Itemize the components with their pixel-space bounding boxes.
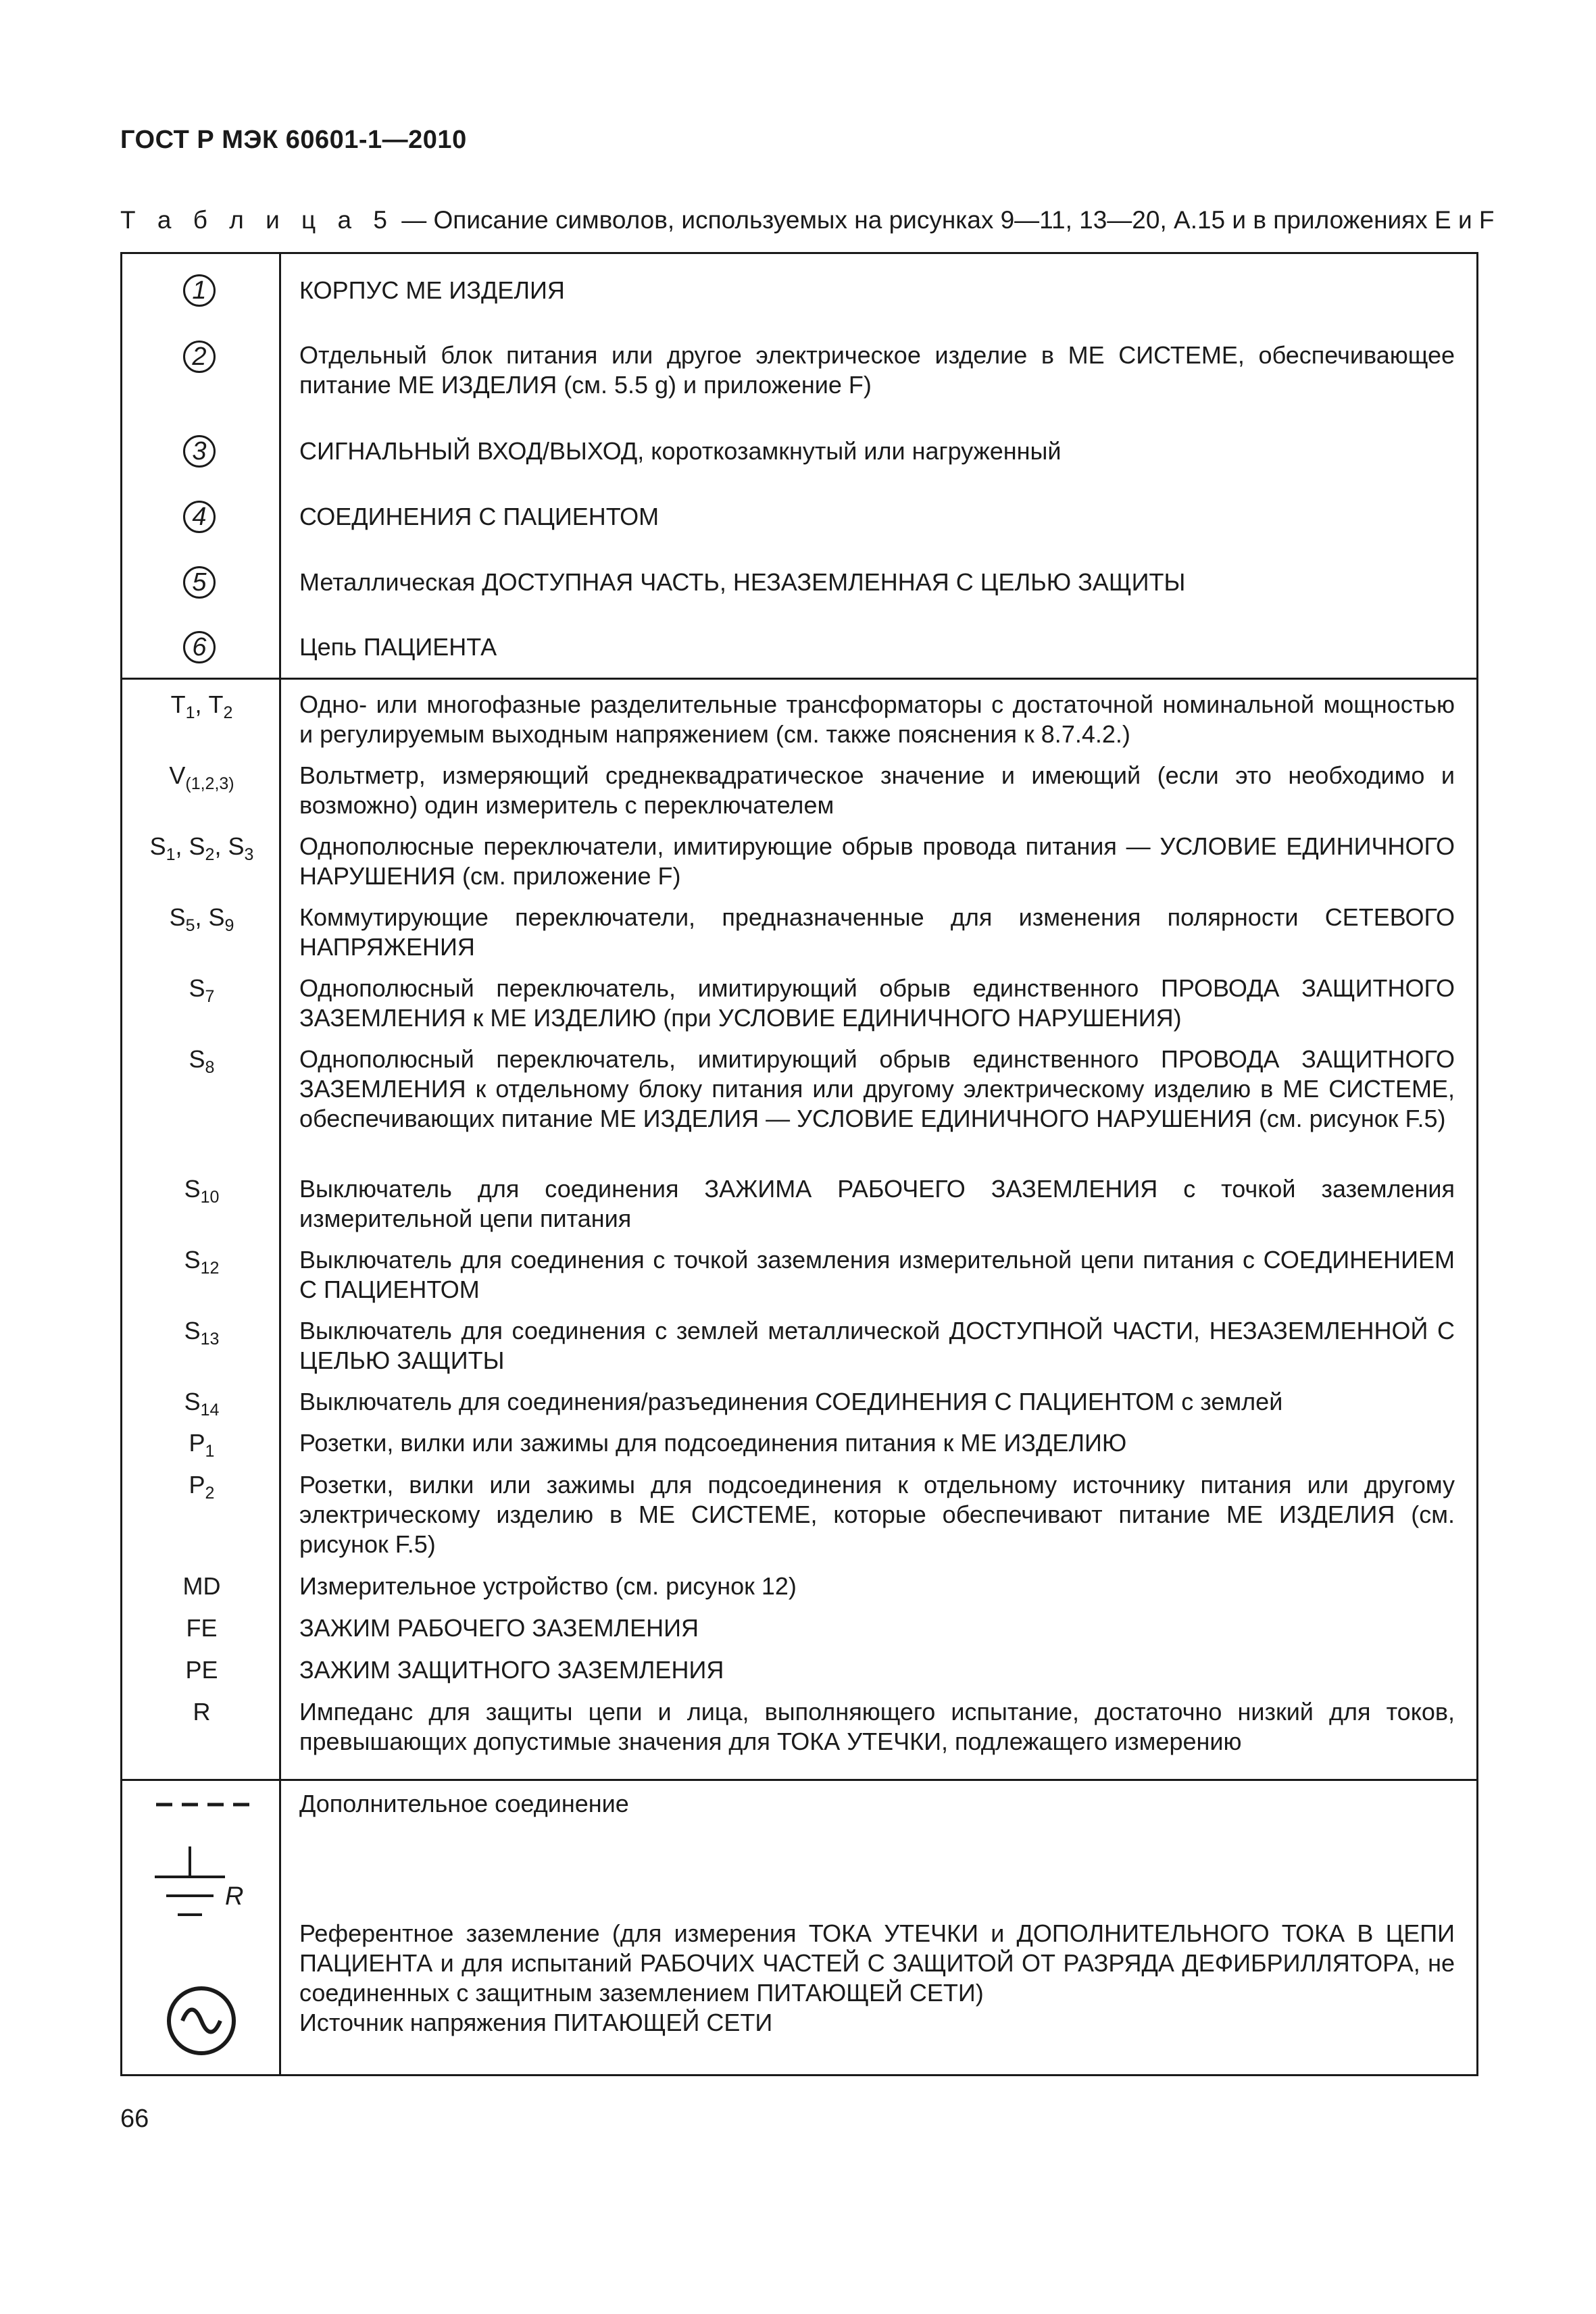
row-description: Выключатель для соединения/разъединения СОЕДИНЕНИЯ С ПАЦИЕНТОМ с землей [299, 1388, 1283, 1415]
symbol-p1: $P_1$ [189, 1429, 215, 1461]
row-description: Отдельный блок питания или другое электрическое изделие в МЕ СИСТЕМЕ, обеспечивающее питание МЕ ИЗДЕЛИЯ (см. 5.5 g) и приложение F) [299, 341, 1455, 399]
row-description: ЗАЖИМ РАБОЧЕГО ЗАЗЕМЛЕНИЯ [299, 1614, 699, 1642]
symbol-v: $V_{(1,2,3)}$ [169, 761, 234, 793]
row-description: СОЕДИНЕНИЯ С ПАЦИЕНТОМ [299, 503, 659, 530]
circled-number-icon: 1 [183, 274, 216, 307]
symbol-fe: FE [186, 1614, 218, 1642]
document-header: ГОСТ Р МЭК 60601-1—2010 [120, 126, 467, 154]
row-description: ЗАЖИМ ЗАЩИТНОГО ЗАЗЕМЛЕНИЯ [299, 1656, 724, 1684]
symbol-pe: PE [185, 1656, 218, 1684]
dashed-line-icon [153, 1794, 254, 1815]
page-number: 66 [120, 2105, 149, 2133]
row-description: Измерительное устройство (см. рисунок 12) [299, 1572, 797, 1600]
table-caption [120, 206, 1495, 234]
circled-number-icon: 2 [183, 341, 216, 373]
row-description: Референтное заземление (для измерения ТОКА УТЕЧКИ и ДОПОЛНИТЕЛЬНОГО ТОКА В ЦЕПИ ПАЦИЕНТА и для испытаний РАБОЧИХ ЧАСТЕЙ С ЗАЩИТОЙ ОТ РАЗРЯДА ДЕФИБРИЛЛЯТОРА, не соединенных с защитным заземлением ПИТАЮЩЕЙ СЕТИ) [299, 1919, 1455, 2007]
row-description: Импеданс для защиты цепи и лица, выполняющего испытание, достаточно низкий для токов, превышающих допустимые значения для ТОКА УТЕЧКИ, подлежащего измерению [299, 1698, 1455, 1755]
row-description: Выключатель для соединения ЗАЖИМА РАБОЧЕГО ЗАЗЕМЛЕНИЯ с точкой заземления измерительной цепи питания [299, 1175, 1455, 1232]
section-divider-1 [122, 678, 1476, 680]
symbol-t1-t2: $Т_1$, $Т_2$ [170, 690, 233, 722]
row-description: Однополюсные переключатели, имитирующие обрыв провода питания — УСЛОВИЕ ЕДИНИЧНОГО НАРУШЕНИЯ (см. приложение F) [299, 832, 1455, 890]
symbol-s13: $S_{13}$ [184, 1317, 220, 1349]
symbol-s5-s9: $S_5$, $S_9$ [169, 903, 234, 935]
row-description: Однополюсный переключатель, имитирующий обрыв единственного ПРОВОДА ЗАЩИТНОГО ЗАЗЕМЛЕНИЯ к МЕ ИЗДЕЛИЮ (при УСЛОВИЕ ЕДИНИЧНОГО НАРУШЕНИЯ) [299, 974, 1455, 1032]
row-description: Выключатель для соединения с точкой заземления измерительной цепи питания с СОЕДИНЕНИЕМ С ПАЦИЕНТОМ [299, 1246, 1455, 1303]
symbol-s8: $S_8$ [189, 1045, 215, 1077]
symbol-s1-s2-s3: $S_1$, $S_2$, $S_3$ [149, 832, 254, 864]
symbol-s12: $S_{12}$ [184, 1246, 220, 1278]
row-description: Источник напряжения ПИТАЮЩЕЙ СЕТИ [299, 2009, 773, 2036]
symbol-s7: $S_7$ [189, 974, 215, 1006]
symbol-p2: $P_2$ [189, 1471, 215, 1503]
row-description: Однополюсный переключатель, имитирующий обрыв единственного ПРОВОДА ЗАЩИТНОГО ЗАЗЕМЛЕНИЯ к отдельному блоку питания или другому электрическому изделию в МЕ СИСТЕМЕ, обеспечивающих питание МЕ ИЗДЕЛИЯ — УСЛОВИЕ ЕДИНИЧНОГО НАРУШЕНИЯ (см. рисунок F.5) [299, 1045, 1455, 1132]
reference-ground-label: R [225, 1882, 244, 1911]
reference-ground-icon [149, 1843, 264, 1938]
ac-source-icon [164, 1984, 239, 2058]
row-description: Коммутирующие переключатели, предназначенные для изменения полярности СЕТЕВОГО НАПРЯЖЕНИЯ [299, 903, 1455, 961]
row-description: Цепь ПАЦИЕНТА [299, 633, 497, 661]
table-caption-label: Т а б л и ц а 5 [120, 206, 395, 234]
symbol-s10: $S_{10}$ [184, 1175, 220, 1207]
row-description: СИГНАЛЬНЫЙ ВХОД/ВЫХОД, короткозамкнутый или нагруженный [299, 437, 1062, 465]
circled-number-icon: 5 [183, 566, 216, 599]
row-description: Металлическая ДОСТУПНАЯ ЧАСТЬ, НЕЗАЗЕМЛЕННАЯ С ЦЕЛЬЮ ЗАЩИТЫ [299, 568, 1186, 596]
row-description: Дополнительное соединение [299, 1790, 629, 1817]
circled-number-icon: 4 [183, 501, 216, 533]
symbols-table [120, 252, 1478, 2076]
symbol-md: MD [182, 1572, 221, 1600]
row-description: Вольтметр, измеряющий среднеквадратическое значение и имеющий (если это необходимо и возможно) один измеритель с переключателем [299, 761, 1455, 819]
table-caption-text: — Описание символов, используемых на рисунках 9—11, 13—20, А.15 и в приложениях Е и F [394, 206, 1495, 234]
column-divider [279, 254, 281, 2074]
row-description: Розетки, вилки или зажимы для подсоединения к отдельному источнику питания или другому электрическому изделию в МЕ СИСТЕМЕ, которые обеспечивают питание МЕ ИЗДЕЛИЯ (см. рисунок F.5) [299, 1471, 1455, 1558]
row-description: Выключатель для соединения с землей металлической ДОСТУПНОЙ ЧАСТИ, НЕЗАЗЕМЛЕННОЙ С ЦЕЛЬЮ ЗАЩИТЫ [299, 1317, 1455, 1374]
row-description: Розетки, вилки или зажимы для подсоединения питания к МЕ ИЗДЕЛИЮ [299, 1429, 1127, 1457]
circled-number-icon: 3 [183, 435, 216, 468]
row-description: КОРПУС МЕ ИЗДЕЛИЯ [299, 276, 565, 304]
circled-number-icon: 6 [183, 631, 216, 663]
section-divider-2 [122, 1779, 1476, 1781]
symbol-s14: $S_{14}$ [184, 1388, 220, 1419]
row-description: Одно- или многофазные разделительные трансформаторы с достаточной номинальной мощностью и регулируемым выходным напряжением (см. также пояснения к 8.7.4.2.) [299, 690, 1455, 748]
symbol-r: R [193, 1698, 211, 1726]
